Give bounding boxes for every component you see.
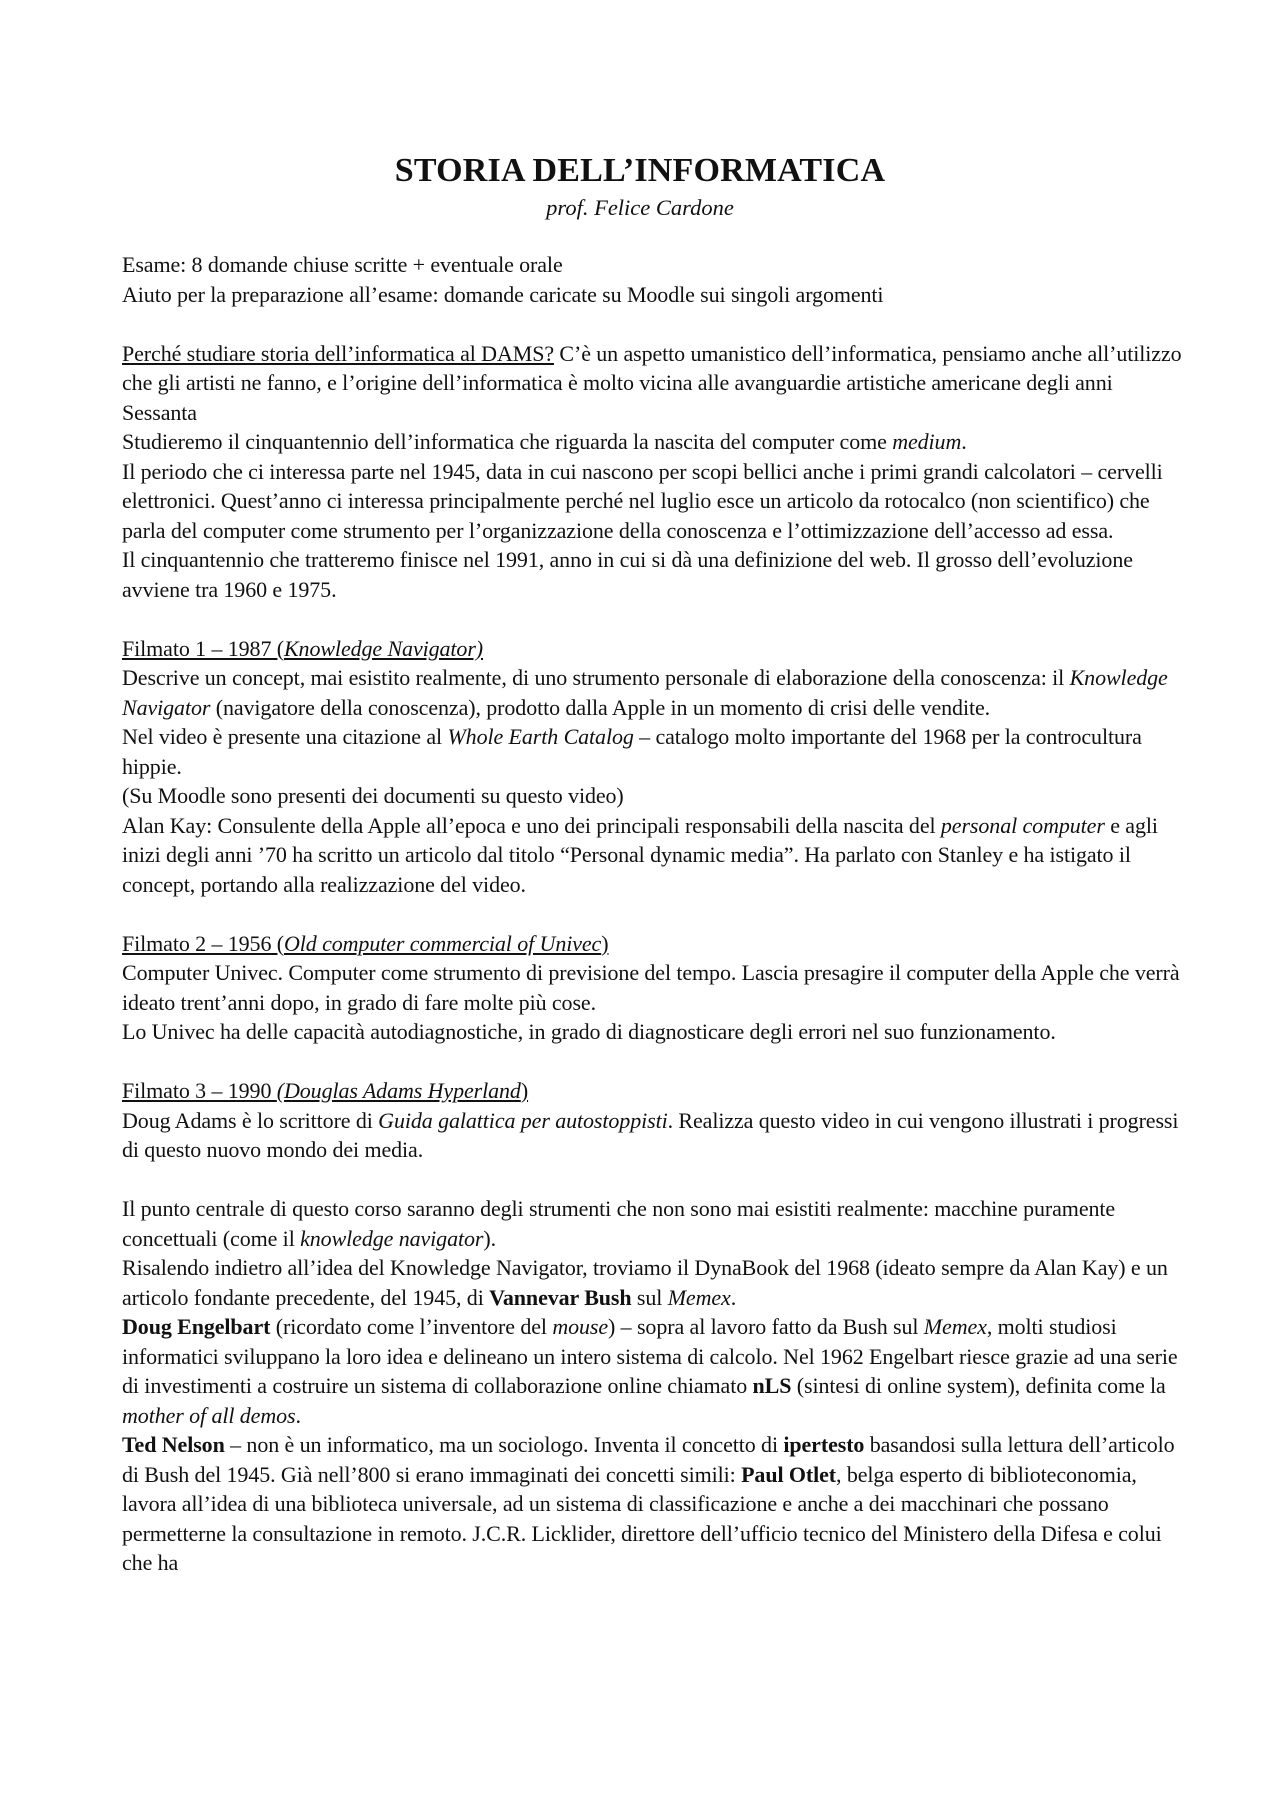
- help-line: Aiuto per la preparazione all’esame: domande caricate su Moodle sui singoli argomenti: [122, 281, 884, 307]
- film1-heading: Filmato 1 – 1987 (Knowledge Navigator): [122, 635, 484, 661]
- study-paragraph: Studieremo il cinquantennio dell’informatica che riguarda la nascita del computer come medium.: [122, 429, 967, 454]
- film2-paragraph-2: Lo Univec ha delle capacità autodiagnostiche, in grado di diagnosticare degli errori nel suo funzionamento.: [122, 1019, 1056, 1044]
- document-body: [122, 250, 1182, 1578]
- exam-line: Esame: 8 domande chiuse scritte + eventuale orale: [122, 252, 563, 277]
- why-paragraph: [122, 339, 1182, 428]
- central-paragraph-2: Risalendo indietro all’idea del Knowledge Navigator, troviamo il DynaBook del 1968 (ideato sempre da Alan Kay) e un articolo fondante precedente, del 1945, di Vannevar Bush sul Memex.: [122, 1255, 1168, 1310]
- film1-paragraph-1: Descrive un concept, mai esistito realmente, di uno strumento personale di elaborazione della conoscenza: il Knowledge Navigator (navigatore della conoscenza), prodotto dalla Apple in un momento di crisi delle vendite.: [122, 665, 1168, 720]
- film1-paragraph-3: (Su Moodle sono presenti dei documenti su questo video): [122, 783, 624, 808]
- document-author: prof. Felice Cardone: [546, 195, 734, 220]
- film1-paragraph-4: Alan Kay: Consulente della Apple all’epoca e uno dei principali responsabili della nascita del personal computer e agli inizi degli anni ’70 ha scritto un articolo dal titolo “Personal dynamic media”. Ha parlato con Stanley e ha istigato il concept, portando alla realizzazione del video.: [122, 812, 1158, 897]
- period-paragraph: Il periodo che ci interessa parte nel 1945, data in cui nascono per scopi bellici anche i primi grandi calcolatori – cervelli elettronici. Quest’anno ci interessa principalmente perché nel luglio esce un articolo da rotocalco (non scientifico) che parla del computer come strumento per l’organizzazione della conoscenza e l’ottimizzazione dell’accesso ad essa.: [122, 458, 1163, 543]
- document-title: STORIA DELL’INFORMATICA: [394, 152, 886, 189]
- why-answer: C’è un aspetto umanistico dell’informatica, pensiamo anche all’utilizzo che gli artisti ne fanno, e l’origine dell’informatica è molto vicina alle avanguardie artistiche americane degli anni Sessanta: [122, 340, 1182, 425]
- film2-paragraph-1: Computer Univec. Computer come strumento di previsione del tempo. Lascia presagire il computer della Apple che verrà ideato trent’anni dopo, in grado di fare molte più cose.: [122, 960, 1180, 1015]
- why-question: Perché studiare storia dell’informatica al DAMS?: [122, 340, 554, 366]
- central-paragraph-1: Il punto centrale di questo corso saranno degli strumenti che non sono mai esistiti realmente: macchine puramente concettuali (come il knowledge navigator).: [122, 1196, 1116, 1251]
- central-paragraph-3: Doug Engelbart (ricordato come l’inventore del mouse) – sopra al lavoro fatto da Bush sul Memex, molti studiosi informatici sviluppano la loro idea e delineano un intero sistema di calcolo. Nel 1962 Engelbart riesce grazie ad una serie di investimenti a costruire un sistema di collaborazione online chiamato nLS (sintesi di online system), definita come la mother of all demos.: [122, 1314, 1178, 1428]
- medium-term: medium: [892, 429, 962, 454]
- film2-heading: Filmato 2 – 1956 (Old computer commercial of Univec): [122, 930, 609, 956]
- end-paragraph: Il cinquantennio che tratteremo finisce nel 1991, anno in cui si dà una definizione del web. Il grosso dell’evoluzione avviene tra 1960 e 1975.: [122, 547, 1133, 602]
- central-paragraph-4: Ted Nelson – non è un informatico, ma un sociologo. Inventa il concetto di ipertesto basandosi sulla lettura dell’articolo di Bush del 1945. Già nell’800 si erano immaginati dei concetti simili: Paul Otlet, belga esperto di biblioteconomia, lavora all’idea di una biblioteca universale, ad un sistema di classificazione e anche a dei macchinari che possano permetterne la consultazione in remoto. J.C.R. Licklider, direttore dell’ufficio tecnico del Ministero della Difesa e colui che ha: [122, 1432, 1175, 1575]
- film3-paragraph-1: Doug Adams è lo scrittore di Guida galattica per autostoppisti. Realizza questo video in cui vengono illustrati i progressi di questo nuovo mondo dei media.: [122, 1107, 1179, 1162]
- film1-paragraph-2: Nel video è presente una citazione al Whole Earth Catalog – catalogo molto importante del 1968 per la controcultura hippie.: [122, 724, 1142, 779]
- film3-heading: Filmato 3 – 1990 (Douglas Adams Hyperland): [122, 1078, 529, 1103]
